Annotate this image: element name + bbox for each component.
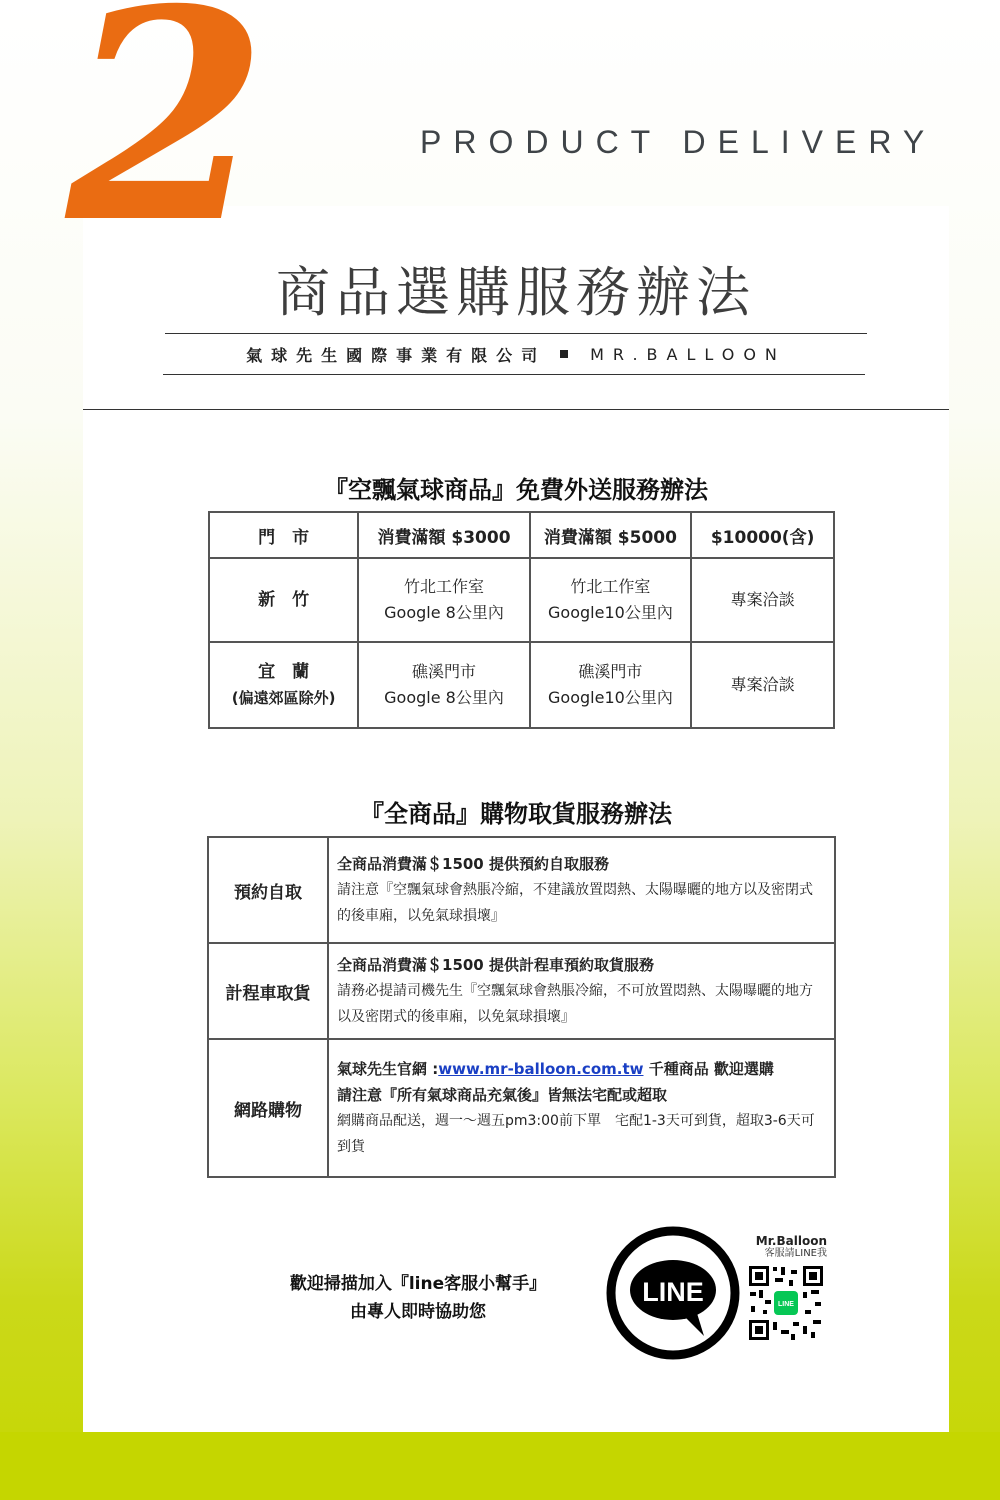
qr-caption: 客服請LINE我 — [764, 1248, 827, 1259]
cell-10000: 專案洽談 — [691, 558, 834, 642]
website-suffix: 千種商品 歡迎選購 — [643, 1060, 774, 1078]
contact-text — [253, 1270, 583, 1326]
website-line — [337, 1056, 824, 1082]
pickup-condition: 請注意『所有氣球商品充氣後』皆無法宅配或超取 — [337, 1086, 668, 1104]
delivery-row-yilan — [209, 642, 834, 728]
pickup-label: 網路購物 — [208, 1039, 328, 1177]
cell-5000 — [530, 642, 692, 728]
header-3000: 消費滿額 $3000 — [358, 512, 529, 558]
qr-code-icon[interactable] — [747, 1264, 825, 1342]
contact-line-1: 歡迎掃描加入『line客服小幫手』 — [289, 1274, 547, 1294]
delivery-table — [208, 511, 835, 729]
content-card — [83, 206, 949, 1432]
cell-distance: Google10公里內 — [548, 688, 673, 707]
qr-badge-text: LINE — [778, 1301, 794, 1308]
qr-brand: Mr.Balloon — [755, 1234, 827, 1248]
section-subtitle: PRODUCT DELIVERY — [420, 124, 937, 160]
pickup-body — [328, 1039, 835, 1177]
website-prefix: 氣球先生官網 : — [337, 1060, 439, 1078]
company-bottom-rule — [163, 374, 865, 375]
cell-10000: 專案洽談 — [691, 642, 834, 728]
pickup-row-online — [208, 1039, 835, 1177]
pickup-body — [328, 837, 835, 943]
pickup-note: 請注意『空飄氣球會熱脹冷縮，不建議放置悶熱、太陽曝曬的地方以及密閉式的後車廂，以免氣球損壞』 — [337, 882, 813, 924]
cell-location: 礁溪門市 — [411, 662, 476, 681]
delivery-heading: 『空飄氣球商品』免費外送服務辦法 — [324, 476, 708, 504]
pickup-table — [207, 836, 836, 1178]
pickup-heading: 『全商品』購物取貨服務辦法 — [360, 800, 672, 828]
line-logo-icon — [604, 1224, 742, 1362]
header-10000: $10000(含) — [691, 512, 834, 558]
page-title: 商品選購服務辦法 — [276, 261, 756, 324]
brand-name: MR.BALLOON — [590, 344, 786, 364]
cell-distance: Google 8公里內 — [384, 603, 504, 622]
store-name: 宜 蘭 — [258, 662, 310, 682]
contact-line-2: 由專人即時協助您 — [350, 1302, 486, 1322]
pickup-condition: 全商品消費滿＄1500 提供計程車預約取貨服務 — [337, 956, 654, 974]
pickup-row-self — [208, 837, 835, 943]
cell-5000 — [530, 558, 692, 642]
website-link[interactable]: www.mr-balloon.com.tw — [438, 1060, 644, 1078]
store-cell — [209, 558, 358, 642]
header-5000: 消費滿額 $5000 — [530, 512, 692, 558]
pickup-note: 請務必提請司機先生『空飄氣球會熱脹冷縮，不可放置悶熱、太陽曝曬的地方以及密閉式的後車廂，以免氣球損壞』 — [337, 983, 813, 1025]
cell-location: 礁溪門市 — [578, 662, 643, 681]
bottom-band — [0, 1432, 1000, 1500]
company-name: 氣球先生國際事業有限公司 — [246, 345, 547, 365]
delivery-header-row — [209, 512, 834, 558]
pickup-note: 網購商品配送，週一～週五pm3:00前下單 宅配1-3天可到貨，超取3-6天可到貨 — [337, 1113, 815, 1155]
pickup-row-taxi — [208, 943, 835, 1039]
pickup-body — [328, 943, 835, 1039]
qr-block — [743, 1234, 827, 1342]
cell-3000 — [358, 642, 529, 728]
pickup-condition: 全商品消費滿＄1500 提供預約自取服務 — [337, 855, 609, 873]
cell-distance: Google10公里內 — [548, 603, 673, 622]
line-logo-text: LINE — [642, 1277, 704, 1307]
header-store: 門 市 — [209, 512, 358, 558]
cell-location: 竹北工作室 — [403, 577, 484, 596]
section-number: 2 — [66, 0, 268, 287]
company-bar — [165, 334, 867, 374]
separator-square-icon — [560, 350, 568, 358]
header-divider — [83, 409, 949, 410]
cell-3000 — [358, 558, 529, 642]
pickup-label: 計程車取貨 — [208, 943, 328, 1039]
cell-distance: Google 8公里內 — [384, 688, 504, 707]
store-cell — [209, 642, 358, 728]
store-name: 新 竹 — [258, 590, 310, 610]
store-note: (偏遠郊區除外) — [231, 689, 336, 707]
pickup-label: 預約自取 — [208, 837, 328, 943]
delivery-row-hsinchu — [209, 558, 834, 642]
cell-location: 竹北工作室 — [570, 577, 651, 596]
